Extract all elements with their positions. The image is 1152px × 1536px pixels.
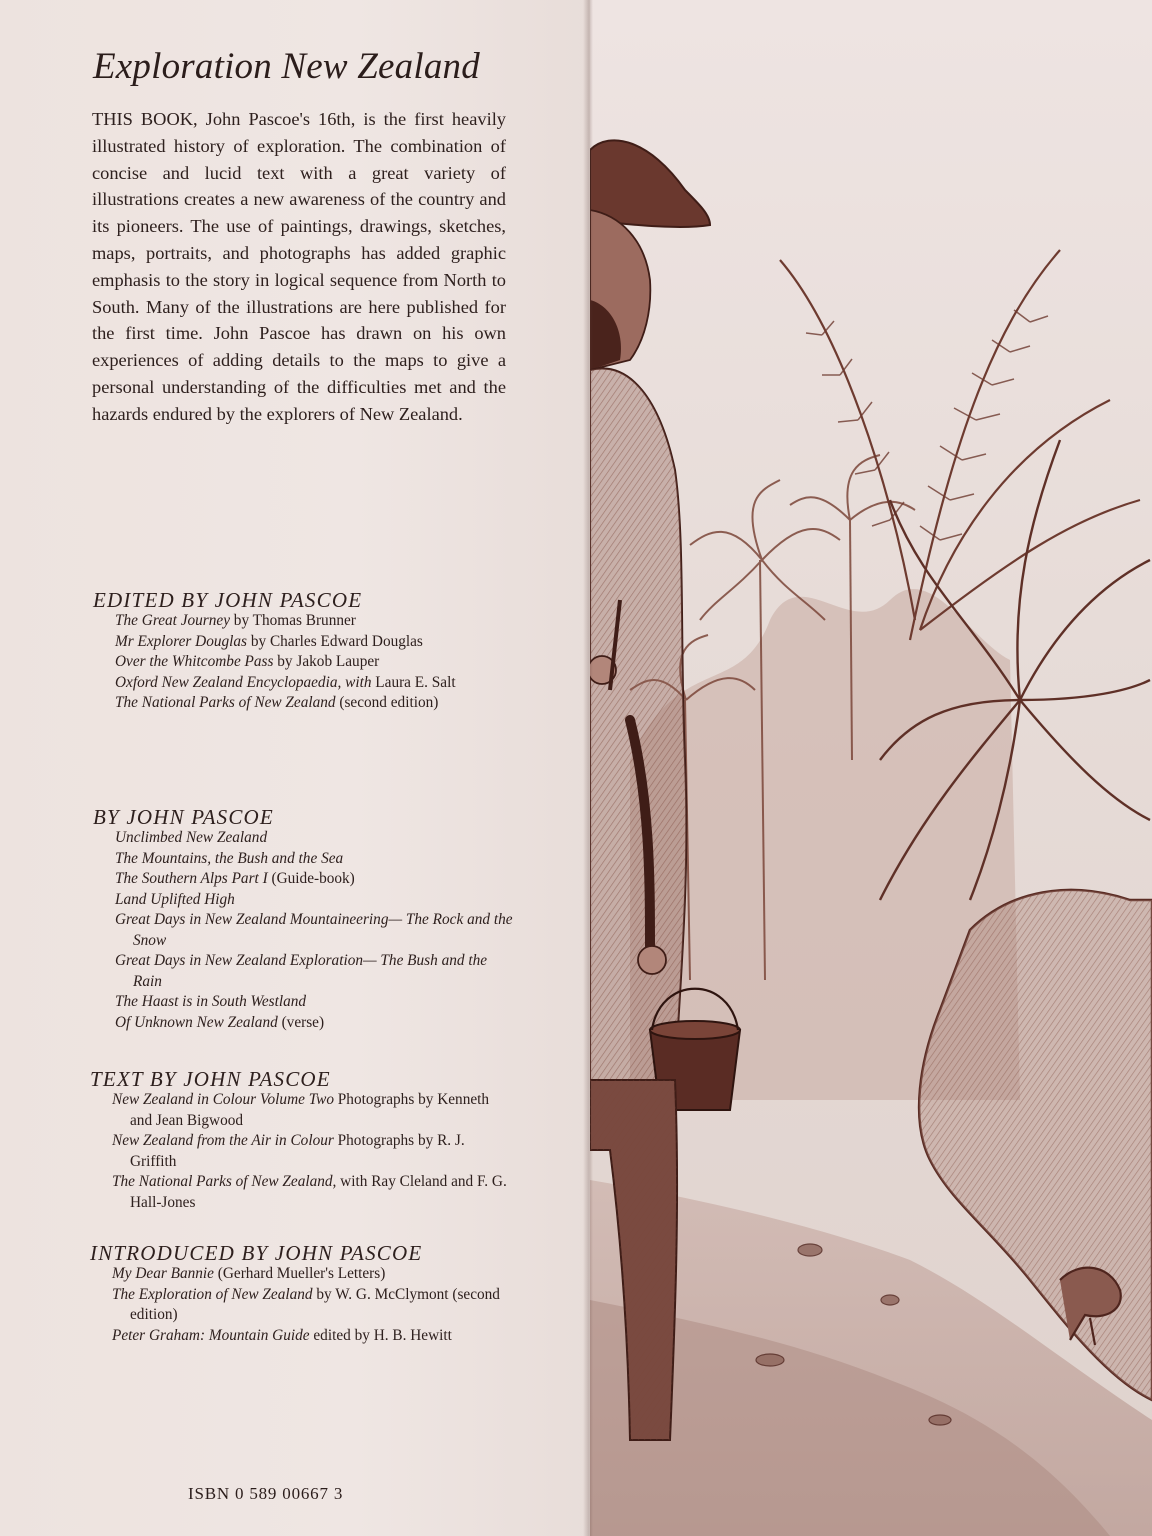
list-item [112, 1326, 510, 1347]
section-heading: TEXT BY JOHN PASCOE [90, 1067, 331, 1091]
section-heading: INTRODUCED BY JOHN PASCOE [90, 1241, 423, 1265]
entry-title: Mr Explorer Douglas [115, 632, 247, 650]
entry-title: The Haast is in South Westland [115, 993, 307, 1010]
list-item [115, 910, 513, 951]
entry-detail: (second edition) [335, 694, 439, 711]
list-item [115, 869, 513, 890]
list-item [115, 693, 513, 714]
entry-detail: (Gerhard Mueller's Letters) [213, 1265, 386, 1282]
list-item [115, 849, 513, 870]
entry-detail: by Jakob Lauper [273, 653, 380, 670]
list-item [115, 951, 513, 992]
list-item [115, 992, 513, 1013]
entry-detail: by W. G. McClymont (second edition) [130, 1285, 500, 1323]
section-heading: BY JOHN PASCOE [93, 805, 274, 829]
entry-detail: by Thomas Brunner [229, 612, 356, 629]
entry-title: Great Days in New Zealand Mountaineering— The Rock and the Snow [115, 911, 513, 949]
list-item [112, 1172, 510, 1213]
list-item [115, 828, 513, 849]
entry-title: The Exploration of New Zealand [112, 1285, 313, 1303]
section-introduced-by [90, 1242, 510, 1346]
entry-title: Peter Graham: Mountain Guide [112, 1326, 310, 1344]
list-item [115, 673, 513, 694]
entry-title: Great Days in New Zealand Exploration— The Bush and the Rain [115, 952, 488, 990]
book-title: Exploration New Zealand [93, 46, 480, 87]
entry-detail: (Guide-book) [267, 870, 355, 887]
section-edited-by [93, 589, 513, 714]
list-item [112, 1131, 510, 1172]
entry-title: The National Parks of New Zealand [115, 694, 336, 711]
list-item [112, 1264, 510, 1285]
entry-detail: by Charles Edward Douglas [247, 632, 423, 650]
section-text-by [90, 1068, 510, 1213]
entry-detail: with Ray Cleland and F. G. Hall-Jones [130, 1173, 507, 1211]
engraving-art [590, 0, 1152, 1536]
entry-title: New Zealand from the Air in Colour [112, 1132, 334, 1149]
entry-detail: Photographs by Kenneth and Jean Bigwood [130, 1091, 490, 1129]
entry-title: The Mountains, the Bush and the Sea [115, 849, 344, 867]
entry-title: Over the Whitcombe Pass [115, 653, 274, 670]
entry-title: My Dear Bannie [112, 1265, 214, 1282]
book-blurb: THIS BOOK, John Pascoe's 16th, is the first heavily illustrated history of exploration. The combination of concise and lucid text with a great variety of illustrations creates a new awareness of the country and its pioneers. The use of paintings, drawings, sketches, maps, portraits, and photographs has added graphic emphasis to the story in logical sequence from North to South. Many of the illustrations are here published for the first time. John Pascoe has drawn on his own experiences of adding details to the maps to give a personal understanding of the difficulties met and the hazards endured by the explorers of New Zealand. [92, 109, 506, 424]
entry-title: Of Unknown New Zealand [115, 1013, 278, 1031]
entry-title: The Southern Alps Part I [115, 870, 268, 887]
list-item [115, 611, 513, 632]
isbn: ISBN 0 589 00667 3 [188, 1484, 344, 1503]
list-item [112, 1090, 510, 1131]
entry-detail: (verse) [277, 1013, 325, 1031]
entry-title: Unclimbed New Zealand [115, 829, 268, 846]
entry-title: Oxford New Zealand Encyclopaedia, with [115, 673, 372, 691]
page-fold-shadow [583, 0, 593, 1536]
entry-detail: Photographs by R. J. Griffith [130, 1132, 465, 1170]
entry-title: The National Parks of New Zealand, [112, 1173, 337, 1190]
list-item [112, 1285, 510, 1326]
list-item [115, 1013, 513, 1034]
entry-detail: Laura E. Salt [371, 673, 456, 691]
entry-title: The Great Journey [115, 612, 230, 629]
list-item [115, 652, 513, 673]
list-item [115, 890, 513, 911]
section-heading: EDITED BY JOHN PASCOE [93, 588, 363, 612]
entry-title: Land Uplifted High [115, 890, 235, 908]
explorer-bush-engraving-icon [590, 0, 1152, 1536]
list-item [115, 632, 513, 653]
entry-detail: edited by H. B. Hewitt [309, 1326, 452, 1344]
entry-title: New Zealand in Colour Volume Two [112, 1091, 334, 1108]
section-by [93, 806, 513, 1033]
